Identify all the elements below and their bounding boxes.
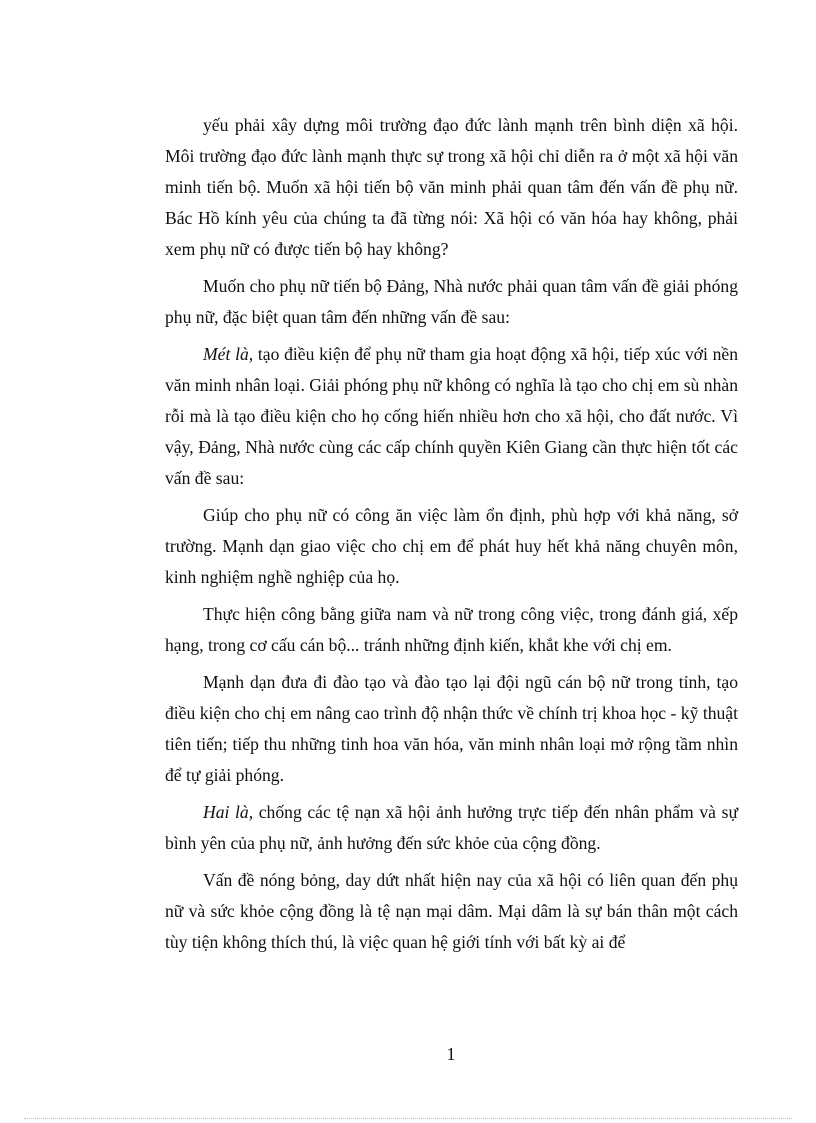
paragraph-text: chống các tệ nạn xã hội ảnh hưởng trực tiếp đến nhân phẩm và sự bình yên của phụ nữ, ảnh hưởng đến sức khỏe của cộng đồng. <box>165 802 738 853</box>
paragraph <box>165 865 738 958</box>
paragraph-text: Giúp cho phụ nữ có công ăn việc làm ổn định, phù hợp với khả năng, sở trường. Mạnh dạn giao việc cho chị em để phát huy hết khả năng chuyên môn, kinh nghiệm nghề nghiệp của họ. <box>165 505 738 587</box>
paragraph-text: Thực hiện công bằng giữa nam và nữ trong công việc, trong đánh giá, xếp hạng, trong cơ cấu cán bộ... tránh những định kiến, khắt khe với chị em. <box>165 604 738 655</box>
paragraph-text: Mạnh dạn đưa đi đào tạo và đào tạo lại đội ngũ cán bộ nữ trong tỉnh, tạo điều kiện cho chị em nâng cao trình độ nhận thức về chính trị khoa học - kỹ thuật tiên tiến; tiếp thu những tinh hoa văn hóa, văn minh nhân loại mở rộng tầm nhìn để tự giải phóng. <box>165 672 738 785</box>
paragraph <box>165 599 738 661</box>
paragraph <box>165 797 738 859</box>
paragraph-text: tạo điều kiện để phụ nữ tham gia hoạt động xã hội, tiếp xúc với nền văn minh nhân loại. Giải phóng phụ nữ không có nghĩa là tạo cho chị em sù nhàn rỗi mà là tạo điều kiện cho họ cống hiến nhiều hơn cho xã hội, cho đất nước. Vì vậy, Đảng, Nhà nước cùng các cấp chính quyền Kiên Giang cần thực hiện tốt các vấn đề sau: <box>165 344 739 488</box>
paragraph-lead: Mét là, <box>203 344 254 364</box>
paragraph <box>165 271 738 333</box>
page-number: 1 <box>446 1044 456 1064</box>
paragraph-lead: Hai là, <box>203 802 254 822</box>
paragraph <box>165 667 738 791</box>
paragraph-text: yếu phải xây dựng môi trường đạo đức lành mạnh trên bình diện xã hội. Môi trường đạo đức lành mạnh thực sự trong xã hội chỉ diễn ra ở một xã hội văn minh tiến bộ. Muốn xã hội tiến bộ văn minh phải quan tâm đến vấn đề phụ nữ. Bác Hồ kính yêu của chúng ta đã từng nói: Xã hội có văn hóa hay không, phải xem phụ nữ có được tiến bộ hay không? <box>165 115 738 259</box>
paragraph <box>165 500 738 593</box>
paragraph-text: Muốn cho phụ nữ tiến bộ Đảng, Nhà nước phải quan tâm vấn đề giải phóng phụ nữ, đặc biệt quan tâm đến những vấn đề sau: <box>165 276 738 327</box>
paragraph <box>165 110 738 265</box>
paragraph-text: Vấn đề nóng bỏng, day dứt nhất hiện nay của xã hội có liên quan đến phụ nữ và sức khỏe cộng đồng là tệ nạn mại dâm. Mại dâm là sự bán thân một cách tùy tiện không thích thú, là việc quan hệ giới tính với bất kỳ ai để <box>165 870 738 952</box>
page-bottom-divider <box>24 1118 792 1119</box>
paragraph <box>165 339 738 494</box>
document-body <box>165 110 738 964</box>
